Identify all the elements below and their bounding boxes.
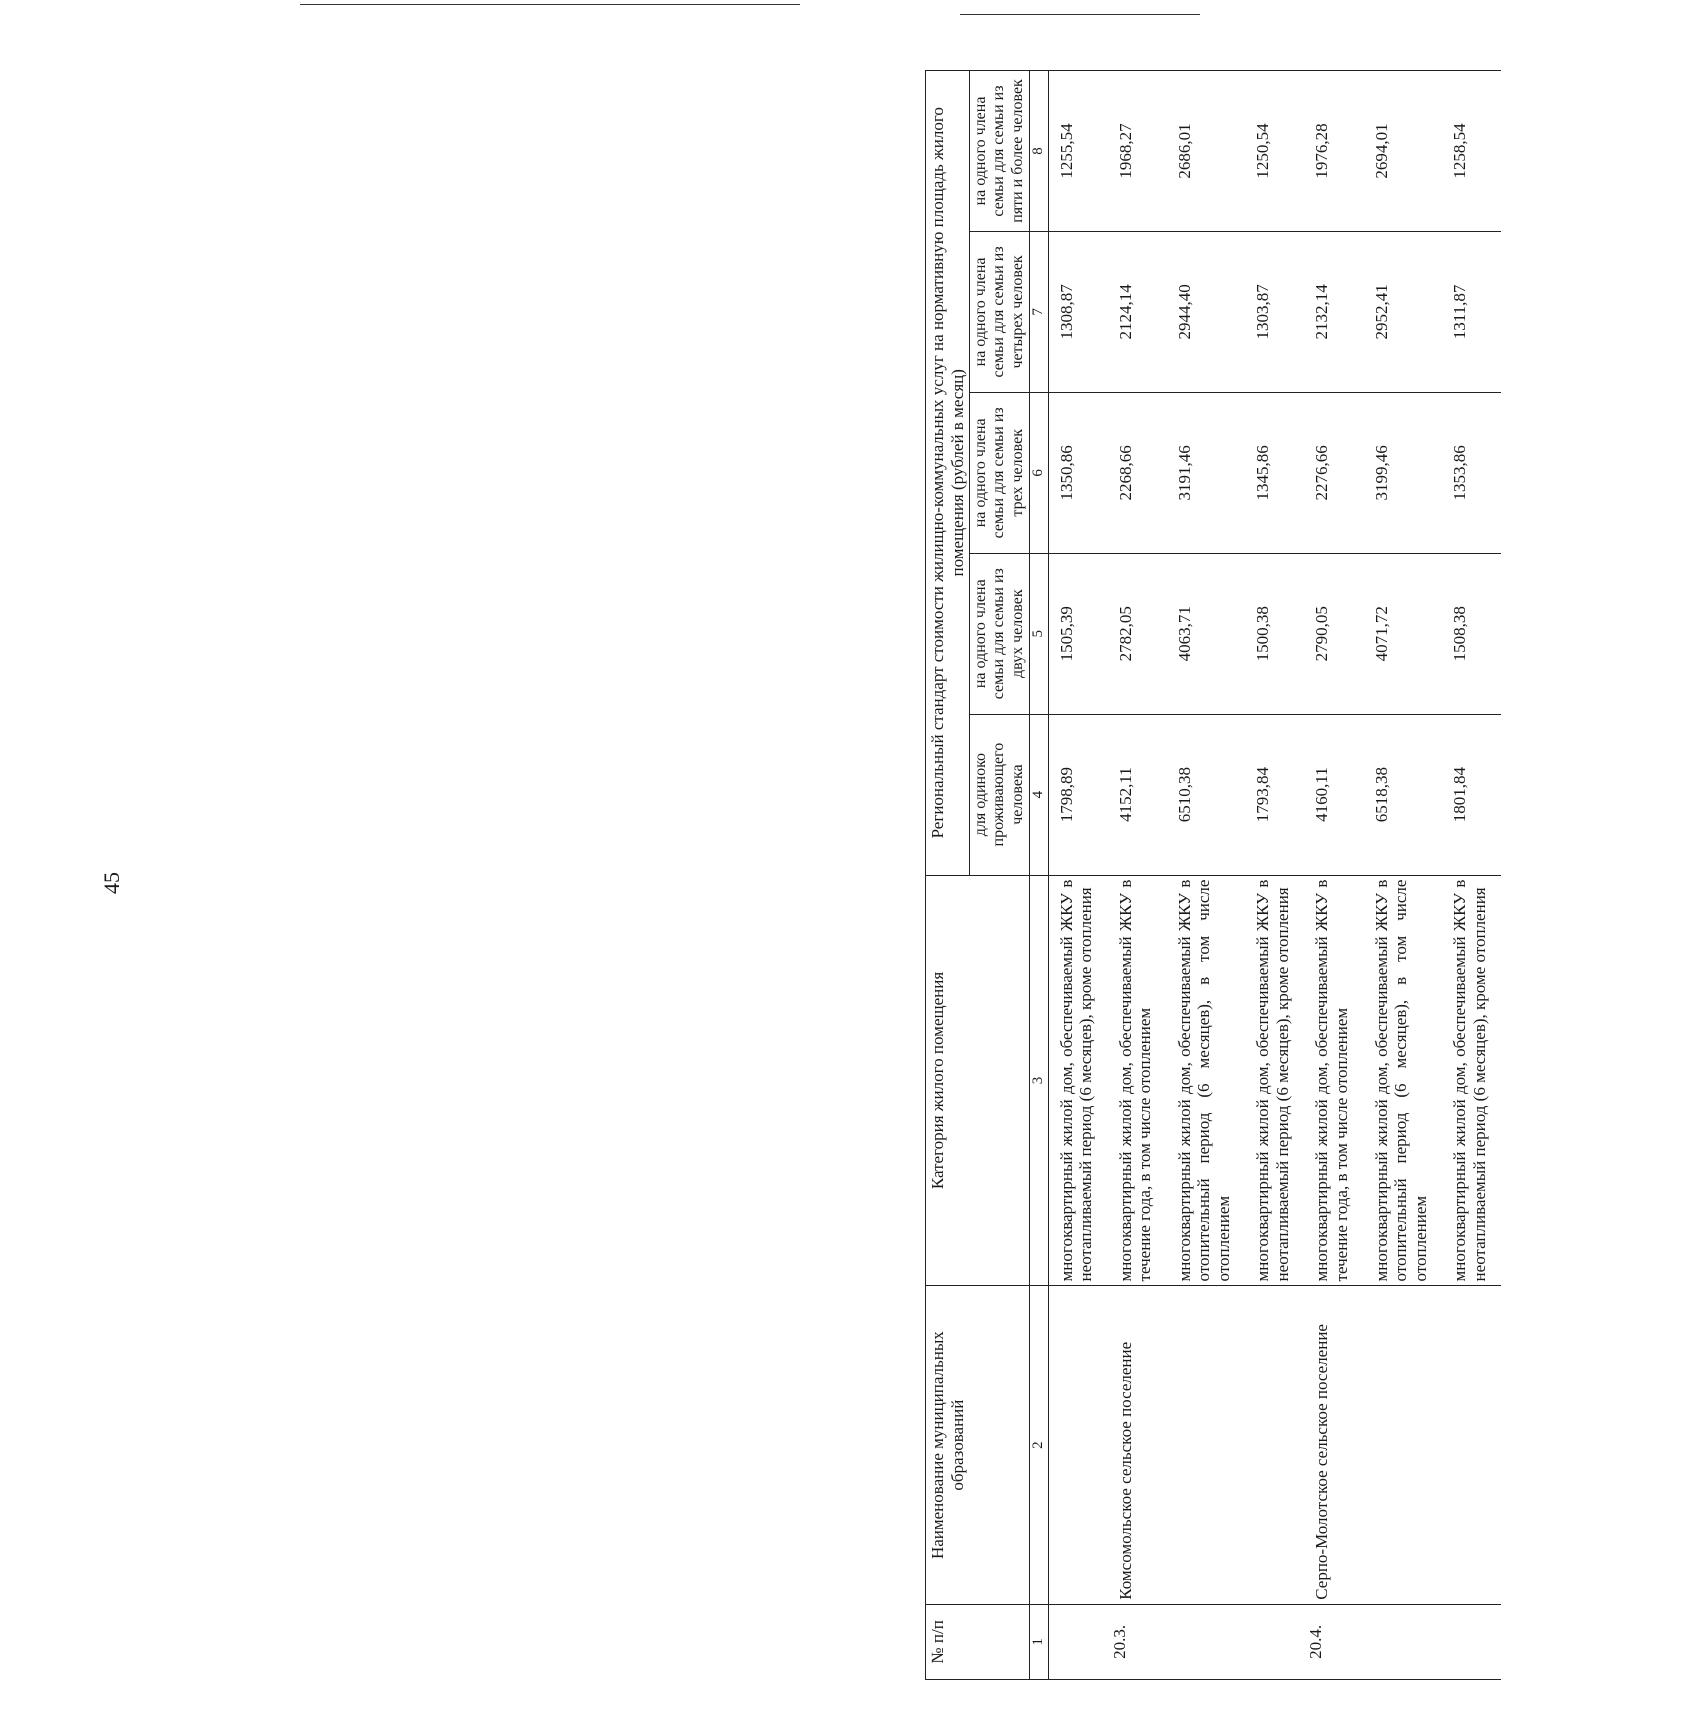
- header-municipality: Наименование муниципальных образований: [926, 1286, 1030, 1604]
- standard-table: [925, 70, 1501, 1680]
- row-value: 1801,84: [1442, 714, 1501, 875]
- row-category: многоквартирный жилой дом, обеспечиваемый ЖКУ в неотапливаемый период (6 месяцев), кроме отопления: [1442, 875, 1501, 1286]
- col-number: 7: [1030, 231, 1048, 392]
- row-value: 2782,05: [1108, 553, 1167, 714]
- row-value: 1793,84: [1245, 714, 1304, 875]
- row-municipality: [1048, 1286, 1108, 1604]
- table-row: [1245, 71, 1304, 1680]
- row-value: 1258,54: [1442, 71, 1501, 232]
- row-value: 1798,89: [1048, 714, 1108, 875]
- row-value: 1353,86: [1442, 392, 1501, 553]
- scan-edge-line-2: [960, 14, 1200, 15]
- row-value: 2686,01: [1167, 71, 1246, 232]
- row-value: 6510,38: [1167, 714, 1246, 875]
- row-category: многоквартирный жилой дом, обеспечиваемый ЖКУ в неотапливаемый период (6 месяцев), кроме отопления: [1245, 875, 1304, 1286]
- row-value: 3199,46: [1364, 392, 1443, 553]
- header-sub-5: на одного члена семьи для семьи из пяти и более человек: [970, 71, 1030, 232]
- row-value: 2952,41: [1364, 231, 1443, 392]
- col-number: 6: [1030, 392, 1048, 553]
- header-category: Категория жилого помещения: [926, 875, 1030, 1286]
- table-row: [1442, 71, 1501, 1680]
- row-number: [1364, 1604, 1443, 1679]
- row-value: 2132,14: [1304, 231, 1363, 392]
- row-municipality: [1167, 1286, 1246, 1604]
- row-municipality: Серпо-Молотское сельское поселение: [1304, 1286, 1363, 1604]
- col-number: 8: [1030, 71, 1048, 232]
- row-value: 1303,87: [1245, 231, 1304, 392]
- row-category: многоквартирный жилой дом, обеспечиваемый ЖКУ в отопительный период (6 месяцев), в том числе отоплением: [1364, 875, 1443, 1286]
- row-value: 4160,11: [1304, 714, 1363, 875]
- table-row: [1167, 71, 1246, 1680]
- row-value: 1350,86: [1048, 392, 1108, 553]
- scan-edge-line: [300, 4, 800, 5]
- row-value: 2276,66: [1304, 392, 1363, 553]
- row-value: 2268,66: [1108, 392, 1167, 553]
- row-value: 2944,40: [1167, 231, 1246, 392]
- row-value: 1345,86: [1245, 392, 1304, 553]
- row-value: 6518,38: [1364, 714, 1443, 875]
- row-value: 1308,87: [1048, 231, 1108, 392]
- row-value: 1505,39: [1048, 553, 1108, 714]
- row-value: 2790,05: [1304, 553, 1363, 714]
- row-number: [1442, 1604, 1501, 1679]
- row-number: [1167, 1604, 1246, 1679]
- col-number: 5: [1030, 553, 1048, 714]
- header-sub-4: на одного члена семьи для семьи из четырех человек: [970, 231, 1030, 392]
- row-category: многоквартирный жилой дом, обеспечиваемый ЖКУ в отопительный период (6 месяцев), в том числе отоплением: [1167, 875, 1246, 1286]
- table-row: [1108, 71, 1167, 1680]
- col-number: 4: [1030, 714, 1048, 875]
- row-municipality: Комсомольское сельское поселение: [1108, 1286, 1167, 1604]
- row-category: многоквартирный жилой дом, обеспечиваемый ЖКУ в течение года, в том числе отоплением: [1108, 875, 1167, 1286]
- header-num: № п/п: [926, 1604, 1030, 1679]
- col-number: 1: [1030, 1604, 1048, 1679]
- header-standard: Региональный стандарт стоимости жилищно-коммунальных услуг на нормативную площадь жилого помещения (рублей в месяц): [926, 71, 970, 876]
- col-number: 3: [1030, 875, 1048, 1286]
- table-row: [1048, 71, 1108, 1680]
- row-municipality: [1364, 1286, 1443, 1604]
- row-value: 3191,46: [1167, 392, 1246, 553]
- header-sub-2: на одного члена семьи для семьи из двух человек: [970, 553, 1030, 714]
- header-sub-3: на одного члена семьи для семьи из трех человек: [970, 392, 1030, 553]
- row-category: многоквартирный жилой дом, обеспечиваемый ЖКУ в неотапливаемый период (6 месяцев), кроме отопления: [1048, 875, 1108, 1286]
- page-number: 45: [99, 872, 124, 894]
- row-value: 2124,14: [1108, 231, 1167, 392]
- row-number: [1048, 1604, 1108, 1679]
- row-value: 1976,28: [1304, 71, 1363, 232]
- row-number: [1245, 1604, 1304, 1679]
- row-value: 4063,71: [1167, 553, 1246, 714]
- col-number: 2: [1030, 1286, 1048, 1604]
- row-municipality: [1245, 1286, 1304, 1604]
- row-category: многоквартирный жилой дом, обеспечиваемый ЖКУ в течение года, в том числе отоплением: [1304, 875, 1363, 1286]
- row-value: 1311,87: [1442, 231, 1501, 392]
- rotated-page: [925, 70, 1685, 1680]
- table-row: [1304, 71, 1363, 1680]
- row-value: 4152,11: [1108, 714, 1167, 875]
- row-value: 1500,38: [1245, 553, 1304, 714]
- row-municipality: [1442, 1286, 1501, 1604]
- row-value: 4071,72: [1364, 553, 1443, 714]
- row-number: 20.3.: [1108, 1604, 1167, 1679]
- row-value: 1250,54: [1245, 71, 1304, 232]
- row-value: 2694,01: [1364, 71, 1443, 232]
- row-value: 1508,38: [1442, 553, 1501, 714]
- row-value: 1255,54: [1048, 71, 1108, 232]
- header-sub-1: для одиноко проживающего человека: [970, 714, 1030, 875]
- row-value: 1968,27: [1108, 71, 1167, 232]
- row-number: 20.4.: [1304, 1604, 1363, 1679]
- table-row: [1364, 71, 1443, 1680]
